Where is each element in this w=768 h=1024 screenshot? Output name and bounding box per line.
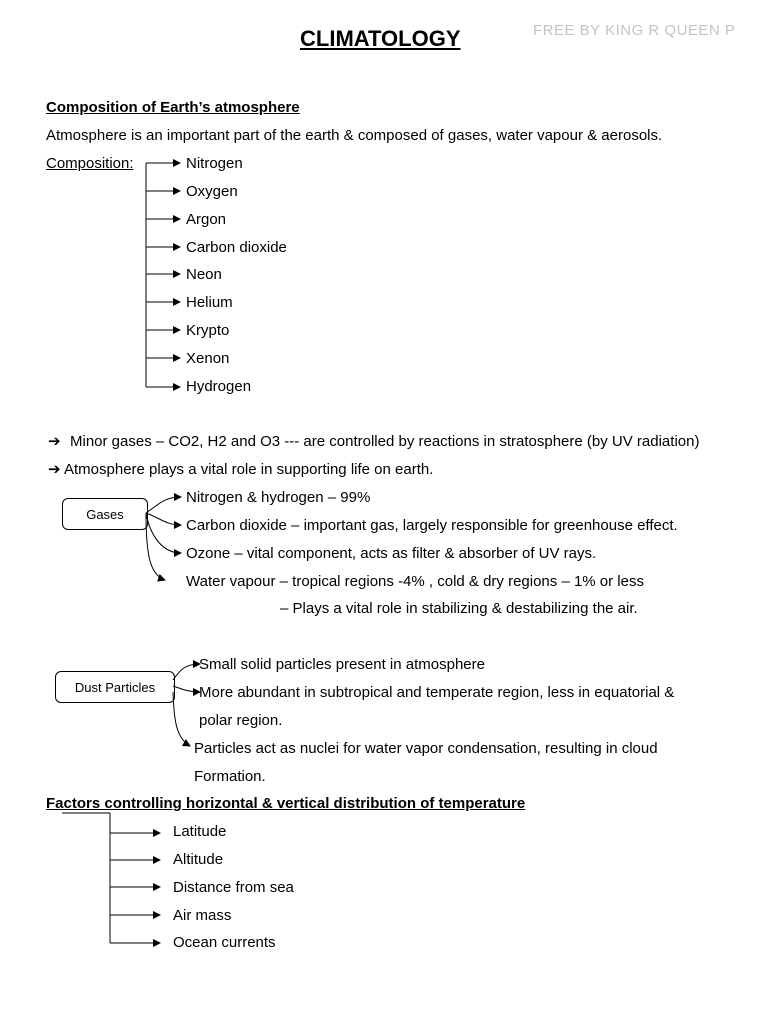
gases-item: Nitrogen & hydrogen – 99%	[186, 489, 371, 506]
composition-item: Nitrogen	[186, 155, 243, 172]
gases-arrow	[146, 513, 181, 553]
note-vital-role: Atmosphere plays a vital role in supporting life on earth.	[64, 461, 434, 478]
intro-text: Atmosphere is an important part of the earth & composed of gases, water vapour & aerosols.	[46, 127, 663, 144]
composition-item: Krypto	[186, 322, 230, 339]
section-heading-factors: Factors controlling horizontal & vertical distribution of temperature	[46, 795, 526, 812]
composition-item: Argon	[186, 211, 227, 228]
gases-subnote: – Plays a vital role in stabilizing & destabilizing the air.	[280, 600, 638, 617]
factor-item: Altitude	[173, 851, 224, 868]
composition-item: Oxygen	[186, 183, 238, 200]
dust-item: Particles act as nuclei for water vapor condensation, resulting in cloud	[194, 740, 658, 757]
composition-item: Helium	[186, 294, 233, 311]
composition-label: Composition:	[46, 155, 134, 172]
arrow-bullet-icon: ➔	[48, 433, 61, 450]
dust-arrow	[173, 692, 190, 746]
composition-item: Hydrogen	[186, 378, 252, 395]
dust-item-continuation: polar region.	[199, 712, 283, 729]
section-heading-composition: Composition of Earth’s atmosphere	[46, 99, 300, 116]
composition-item: Xenon	[186, 350, 230, 367]
note-minor-gases: Minor gases – CO2, H2 and O3 --- are controlled by reactions in stratosphere (by UV radiation)	[70, 433, 700, 450]
watermark: FREE BY KING R QUEEN P	[533, 22, 736, 39]
factor-item: Air mass	[173, 907, 232, 924]
dust-item: Small solid particles present in atmosphere	[199, 656, 485, 673]
gases-arrow	[146, 513, 181, 525]
dust-particles-box: Dust Particles	[55, 671, 175, 703]
factor-item: Ocean currents	[173, 934, 276, 951]
gases-item: Ozone – vital component, acts as filter & absorber of UV rays.	[186, 545, 597, 562]
factor-item: Distance from sea	[173, 879, 294, 896]
dust-item: More abundant in subtropical and temperate region, less in equatorial &	[199, 684, 675, 701]
dust-arrow	[173, 664, 200, 680]
gases-item: Water vapour – tropical regions -4% , cold & dry regions – 1% or less	[186, 573, 644, 590]
dust-item-continuation: Formation.	[194, 768, 266, 785]
dust-arrow	[173, 686, 200, 692]
gases-box: Gases	[62, 498, 148, 530]
factor-item: Latitude	[173, 823, 227, 840]
composition-item: Neon	[186, 266, 222, 283]
gases-item: Carbon dioxide – important gas, largely responsible for greenhouse effect.	[186, 517, 678, 534]
gases-arrow	[146, 497, 181, 513]
arrow-bullet-icon: ➔	[48, 461, 61, 478]
composition-item: Carbon dioxide	[186, 239, 287, 256]
page-title: CLIMATOLOGY	[300, 26, 461, 51]
